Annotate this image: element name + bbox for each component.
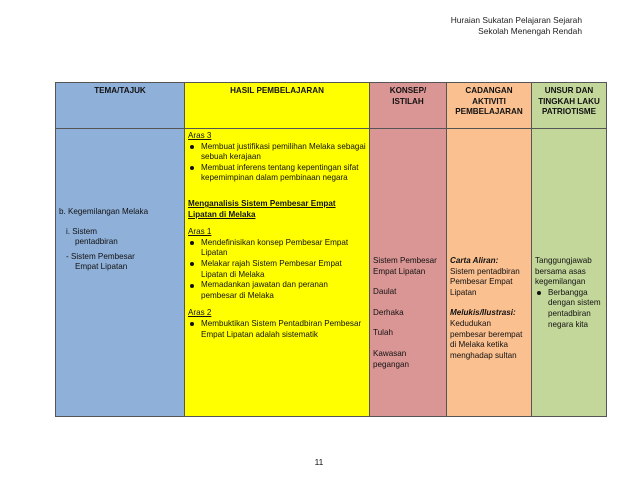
header-line-1: Huraian Sukatan Pelajaran Sejarah (450, 15, 582, 25)
list-item: Berbangga dengan sistem pentadbiran negara kita (535, 288, 603, 330)
list-item: Membuktikan Sistem Pentadbiran Pembesar Empat Lipatan adalah sistematik (188, 319, 366, 340)
tajuk-title: b. Kegemilangan Melaka (59, 207, 149, 216)
table-header-row (56, 83, 607, 129)
list-item: Memadankan jawatan dan peranan pembesar di Melaka (188, 280, 366, 301)
konsep-item: Kawasan pegangan (373, 348, 410, 369)
header-line-2: Sekolah Menengah Rendah (478, 26, 582, 36)
syllabus-table (55, 82, 607, 417)
tajuk-item-text: Empat Lipatan (75, 262, 128, 272)
list-item: Mendefinisikan konsep Pembesar Empat Lipatan (188, 238, 366, 259)
header-tema-tajuk: TEMA/TAJUK (56, 83, 185, 129)
aras-1-list (188, 238, 366, 302)
list-item: Melakar rajah Sistem Pembesar Empat Lipatan di Melaka (188, 259, 366, 280)
header-unsur-patriotisme: UNSUR DAN TINGKAH LAKU PATRIOTISME (532, 83, 607, 129)
aras-2-label: Aras 2 (188, 308, 212, 318)
aras-3-label: Aras 3 (188, 131, 212, 140)
cell-tema-tajuk (56, 129, 185, 417)
tajuk-item-text: pentadbiran (75, 237, 118, 247)
tajuk-sublist (59, 227, 181, 273)
table-row (56, 129, 607, 417)
aras-3-list (188, 142, 366, 184)
document-header (451, 15, 582, 37)
melukis-ilustrasi-text: Kedudukan pembesar berempat di Melaka ketika menghadap sultan (450, 318, 523, 360)
cell-hasil-pembelajaran (185, 129, 370, 417)
aras-2-list (188, 319, 366, 340)
cell-cadangan-aktiviti (447, 129, 532, 417)
list-item (66, 227, 181, 248)
hasil-heading: Menganalisis Sistem Pembesar Empat Lipatan di Melaka (188, 198, 336, 219)
header-hasil-pembelajaran: HASIL PEMBELAJARAN (185, 83, 370, 129)
carta-aliran-label: Carta Aliran: (450, 256, 499, 265)
tajuk-item-number: i. Sistem (66, 226, 98, 236)
header-konsep-istilah: KONSEP/ ISTILAH (370, 83, 447, 129)
tajuk-item-number: - Sistem Pembesar (66, 251, 135, 261)
page-number: 11 (314, 457, 324, 467)
konsep-item: Derhaka (373, 307, 404, 317)
list-item: Membuat justifikasi pemilihan Melaka sebagai sebuah kerajaan (188, 142, 366, 163)
unsur-list (535, 288, 603, 330)
list-item: Membuat inferens tentang kepentingan sifat kepemimpinan dalam pembinaan negara (188, 163, 366, 184)
melukis-ilustrasi-label: Melukis/Ilustrasi: (450, 308, 516, 318)
konsep-item: Daulat (373, 287, 397, 297)
header-cadangan-aktiviti: CADANGAN AKTIVITI PEMBELAJARAN (447, 83, 532, 129)
list-item (66, 252, 181, 273)
konsep-item: Sistem Pembesar Empat Lipatan (373, 256, 437, 276)
unsur-intro: Tanggungjawab bersama asas kegemilangan (535, 256, 592, 287)
konsep-item: Tulah (373, 328, 393, 338)
cell-unsur-patriotisme (532, 129, 607, 417)
cell-konsep-istilah (370, 129, 447, 417)
aras-1-label: Aras 1 (188, 227, 212, 237)
carta-aliran-text: Sistem pentadbiran Pembesar Empat Lipatan (450, 266, 520, 297)
